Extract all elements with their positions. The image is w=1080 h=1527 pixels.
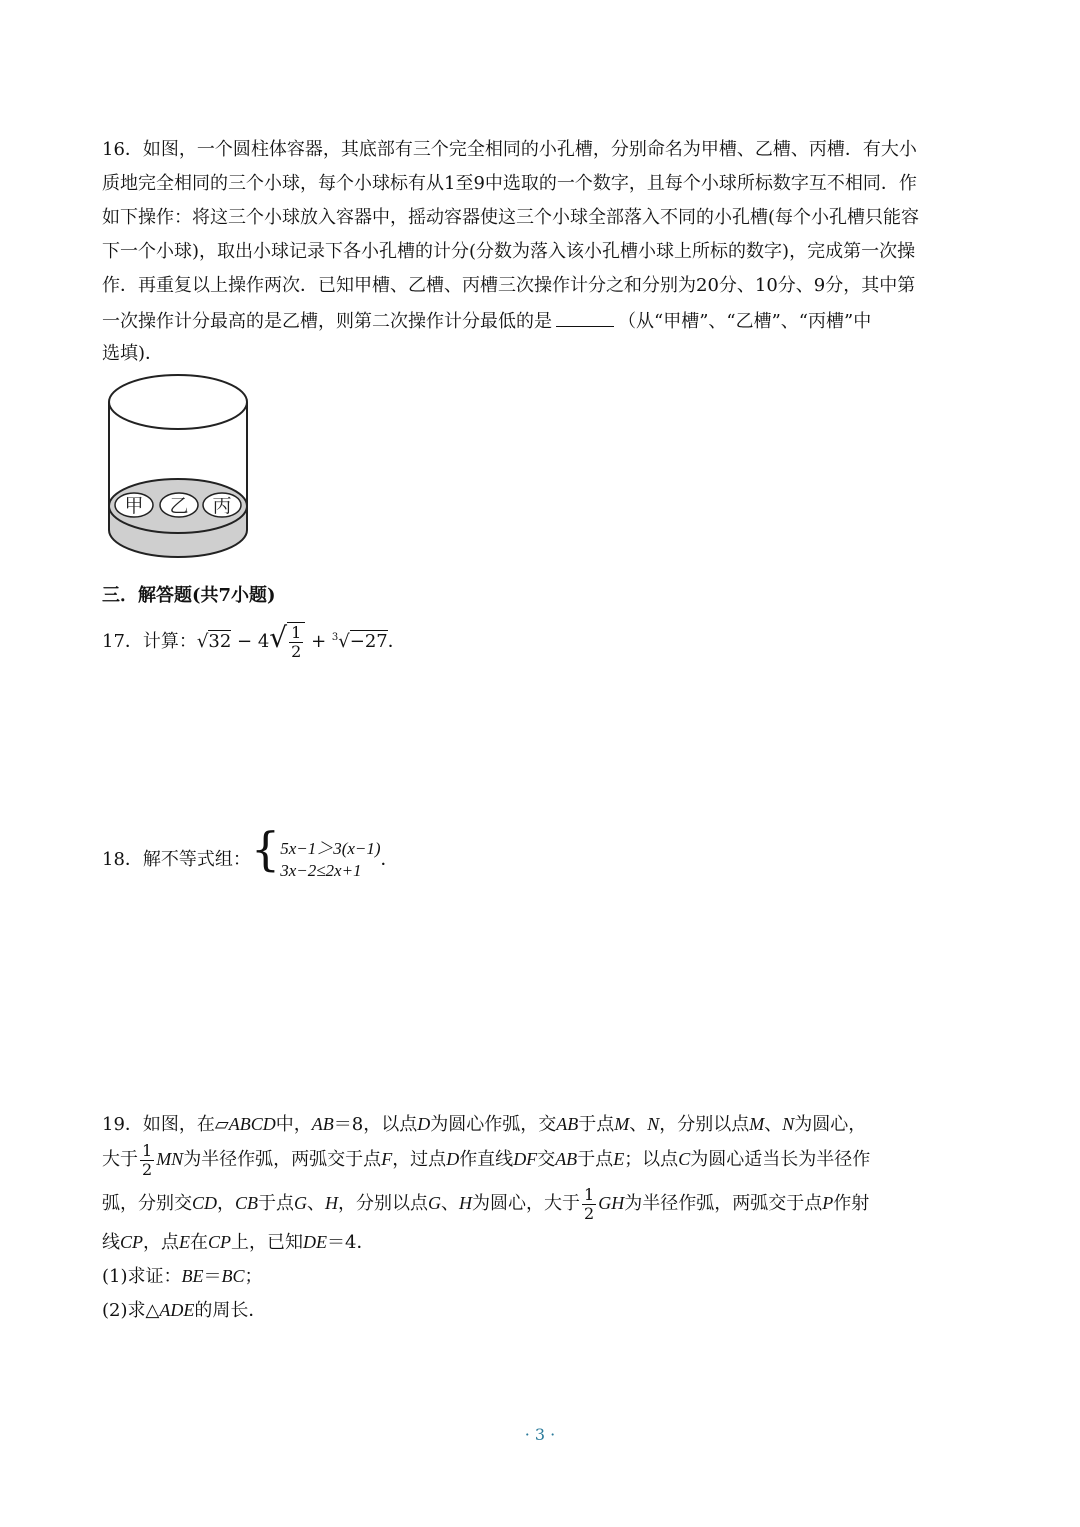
q19-text: 于点: [577, 1149, 614, 1170]
q17-frac-den: 2: [291, 642, 302, 661]
q19-text: 、: [441, 1193, 460, 1214]
q19-text: 为圆心作弧，交: [430, 1114, 557, 1135]
q19-parallelogram: ▱ABCD: [214, 1114, 276, 1134]
q19-text: ，分别以点: [338, 1193, 429, 1214]
q19-part-2: [102, 1298, 266, 1323]
q19-text: ；: [244, 1266, 263, 1287]
q16-line-4: 下一个小球)，取出小球记录下各小孔槽的计分(分数为落入该小孔槽小球上所标的数字)，完成第一次操: [102, 241, 916, 262]
q17-radicand-2: [287, 622, 305, 663]
q19-frac-num: 1: [142, 1140, 153, 1160]
q19-var: H: [325, 1193, 339, 1213]
q19-text: 为半径作弧，两弧交于点: [183, 1149, 382, 1170]
q17-cube-index: 3: [331, 632, 339, 643]
q19-var: CD: [192, 1193, 218, 1213]
q17-plus: +: [311, 631, 327, 652]
system-brace: {: [250, 822, 281, 876]
q16-line-6-before: 一次操作计分最高的是乙槽，则第二次操作计分最低的是: [102, 311, 552, 332]
q19-var: F: [381, 1149, 393, 1169]
q19-text: 、: [764, 1114, 783, 1135]
cube-root-sign: √: [338, 631, 350, 652]
q19-text: 于点: [578, 1114, 615, 1135]
q19-text: 交: [537, 1149, 556, 1170]
q19-text: 于点: [258, 1193, 295, 1214]
q19-text: 19．如图，在: [102, 1114, 215, 1135]
q19-text: 为圆心，: [794, 1114, 867, 1135]
q19-line-1: [102, 1112, 866, 1137]
q18-system: [280, 838, 380, 882]
q19-text: 的周长．: [194, 1300, 267, 1321]
q19-var: DF: [513, 1149, 538, 1169]
q16-line-6-after: （从“甲槽”、“乙槽”、“丙槽”中: [618, 311, 872, 332]
q19-var: CP: [120, 1232, 144, 1252]
q19-var: H: [459, 1193, 473, 1213]
q17-prefix: 17．计算：: [102, 631, 197, 652]
q19-text: 作直线: [459, 1149, 514, 1170]
q19-var: AB: [556, 1114, 579, 1134]
q19-text: 中，: [275, 1114, 312, 1135]
q19-var: M: [614, 1114, 630, 1134]
q19-text: ＝: [203, 1266, 222, 1287]
q19-text: (1)求证：: [102, 1266, 182, 1287]
q19-frac-num-2: 1: [584, 1184, 595, 1204]
sqrt-sign: √: [196, 631, 209, 652]
slot-label-jia: 甲: [124, 495, 144, 517]
q19-line-3: [102, 1182, 869, 1225]
q17-frac-num: 1: [291, 623, 302, 642]
q19-var: E: [613, 1149, 625, 1169]
q19-var: MN: [156, 1149, 184, 1169]
q19-text: 作射: [833, 1193, 870, 1214]
q19-var: P: [822, 1193, 834, 1213]
q19-var: E: [179, 1232, 191, 1252]
q17-line: [102, 618, 406, 662]
q19-frac-den: 2: [142, 1159, 153, 1179]
q19-text: ，点: [143, 1232, 180, 1253]
q16-line-6: [102, 308, 871, 334]
q19-var: N: [782, 1114, 795, 1134]
q19-var: M: [749, 1114, 765, 1134]
sqrt-sign-large: √: [269, 621, 288, 654]
q19-text: ，: [217, 1193, 236, 1214]
q16-line-2: 质地完全相同的三个小球，每个小球标有从1至9中选取的一个数字，且每个小球所标数字互不相同．作: [102, 173, 917, 194]
q19-var: BC: [221, 1266, 245, 1286]
answer-blank[interactable]: [556, 308, 614, 327]
q19-var: ADE: [159, 1300, 195, 1320]
q17-end: ．: [387, 631, 406, 652]
q19-text: ，过点: [392, 1149, 447, 1170]
q16-line-3: 如下操作：将这三个小球放入容器中，摇动容器使这三个小球全部落入不同的小孔槽(每个小孔槽只能容: [102, 207, 920, 228]
q19-text: 大于: [102, 1149, 138, 1170]
q19-text: 线: [102, 1232, 120, 1253]
q19-text: 为圆心，大于: [472, 1193, 581, 1214]
q19-text: ＝8，以点: [333, 1114, 418, 1135]
q19-var: G: [294, 1193, 308, 1213]
q19-line-2: [102, 1138, 870, 1181]
q19-var: D: [446, 1149, 460, 1169]
q19-var: D: [417, 1114, 431, 1134]
q19-text: 、: [629, 1114, 648, 1135]
q19-var: N: [647, 1114, 660, 1134]
q19-text: (2)求△: [102, 1300, 160, 1321]
cylinder-container-figure: [100, 370, 256, 566]
q19-var: G: [428, 1193, 442, 1213]
q18-inequality-2: 3x−2≤2x+1: [280, 861, 362, 880]
q19-text: 在: [190, 1232, 209, 1253]
q18-line: [102, 822, 399, 883]
q17-radicand-1: 32: [208, 631, 232, 652]
q19-var: GH: [598, 1193, 625, 1213]
q17-radicand-3: −27: [349, 631, 388, 652]
page-number: · 3 ·: [524, 1425, 556, 1444]
q19-text: 弧，分别交: [102, 1193, 192, 1214]
q18-prefix: 18．解不等式组：: [102, 849, 251, 870]
q19-text: ＝4．: [327, 1232, 375, 1253]
q19-line-4: [102, 1230, 374, 1255]
q19-var: CP: [208, 1232, 232, 1252]
q19-text: ；以点: [624, 1149, 679, 1170]
slot-label-bing: 丙: [212, 495, 232, 517]
q19-var: AB: [555, 1149, 578, 1169]
q19-text: 、: [307, 1193, 326, 1214]
q18-end: ．: [380, 849, 399, 870]
q19-part-1: [102, 1264, 263, 1289]
q16-line-7: 选填)．: [102, 343, 164, 364]
q19-text: 上，已知: [231, 1232, 304, 1253]
q19-var: C: [678, 1149, 691, 1169]
q16-line-1: 16．如图，一个圆柱体容器，其底部有三个完全相同的小孔槽，分别命名为甲槽、乙槽、丙槽．有大小: [102, 139, 917, 160]
slot-label-yi: 乙: [169, 495, 189, 517]
q18-inequality-1: 5x−1＞3(x−1): [280, 839, 381, 858]
q19-var: DE: [303, 1232, 328, 1252]
q19-text: ，分别以点: [659, 1114, 750, 1135]
q19-frac-den-2: 2: [584, 1203, 595, 1223]
q16-line-5: 作．再重复以上操作两次．已知甲槽、乙槽、丙槽三次操作计分之和分别为20分、10分、9分，其中第: [102, 275, 916, 296]
section-3-title: 三．解答题(共7小题): [102, 585, 276, 606]
q17-minus-coef: − 4: [237, 631, 270, 652]
q19-text: 为半径作弧，两弧交于点: [624, 1193, 823, 1214]
q19-var: AB: [311, 1114, 334, 1134]
q19-var: CB: [235, 1193, 259, 1213]
q19-text: 为圆心适当长为半径作: [690, 1149, 871, 1170]
q19-var: BE: [181, 1266, 204, 1286]
